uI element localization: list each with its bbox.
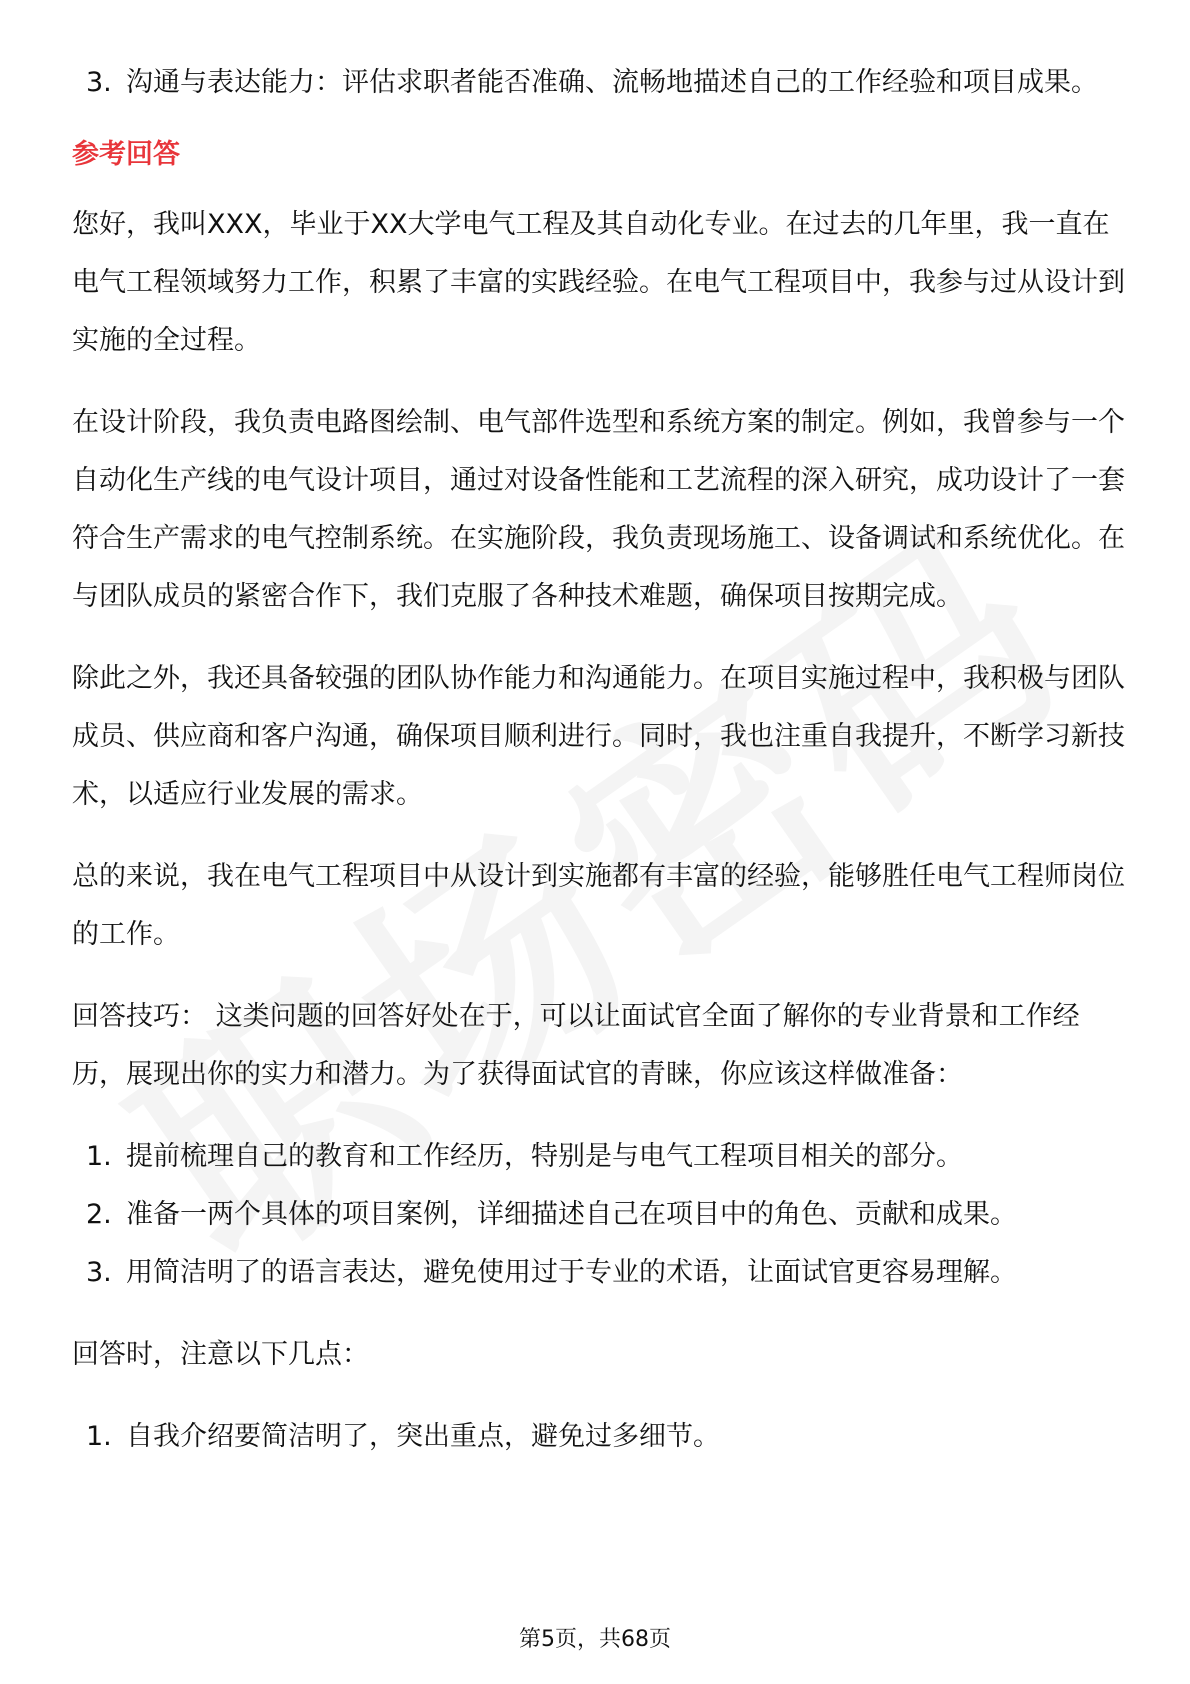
top-list [72, 54, 1132, 112]
paragraph: 您好，我叫XXX，毕业于XX大学电气工程及其自动化专业。在过去的几年里，我一直在电气工程领域努力工作，积累了丰富的实践经验。在电气工程项目中，我参与过从设计到实施的全过程。 [72, 209, 1125, 356]
paragraph: 回答技巧： 这类问题的回答好处在于，可以让面试官全面了解你的专业背景和工作经历，展现出你的实力和潜力。为了获得面试官的青睐，你应该这样做准备： [72, 1001, 1080, 1090]
list-item-text: 沟通与表达能力：评估求职者能否准确、流畅地描述自己的工作经验和项目成果。 [126, 67, 1098, 98]
list-item-text: 提前梳理自己的教育和工作经历，特别是与电气工程项目相关的部分。 [126, 1141, 963, 1172]
paragraph: 除此之外，我还具备较强的团队协作能力和沟通能力。在项目实施过程中，我积极与团队成员、供应商和客户沟通，确保项目顺利进行。同时，我也注重自我提升，不断学习新技术，以适应行业发展的需求。 [72, 663, 1125, 810]
paragraph: 总的来说，我在电气工程项目中从设计到实施都有丰富的经验，能够胜任电气工程师岗位的工作。 [72, 861, 1125, 950]
page-content [72, 54, 1132, 1466]
list-item-text: 准备一两个具体的项目案例，详细描述自己在项目中的角色、贡献和成果。 [126, 1199, 1017, 1230]
paragraph: 在设计阶段，我负责电路图绘制、电气部件选型和系统方案的制定。例如，我曾参与一个自动化生产线的电气设计项目，通过对设备性能和工艺流程的深入研究，成功设计了一套符合生产需求的电气控制系统。在实施阶段，我负责现场施工、设备调试和系统优化。在与团队成员的紧密合作下，我们克服了各种技术难题，确保项目按期完成。 [72, 407, 1125, 612]
notes-intro: 回答时，注意以下几点： [72, 1339, 369, 1370]
list-item-number: 1. [86, 1141, 112, 1172]
section-heading: 参考回答 [72, 139, 180, 170]
list-item-number: 2. [86, 1199, 112, 1230]
list-item-number: 3. [86, 1257, 112, 1288]
list-item-number: 3. [86, 67, 112, 98]
notes-list [72, 1408, 1132, 1466]
list-item-text: 用简洁明了的语言表达，避免使用过于专业的术语，让面试官更容易理解。 [126, 1257, 1017, 1288]
list-item-text: 自我介绍要简洁明了，突出重点，避免过多细节。 [126, 1421, 720, 1452]
list-item [72, 1244, 1132, 1302]
list-item [72, 54, 1132, 112]
list-item [72, 1128, 1132, 1186]
list-item [72, 1408, 1132, 1466]
list-item-number: 1. [86, 1421, 112, 1452]
page-number-footer: 第5页，共68页 [519, 1627, 671, 1652]
list-item [72, 1186, 1132, 1244]
tips-list [72, 1128, 1132, 1302]
